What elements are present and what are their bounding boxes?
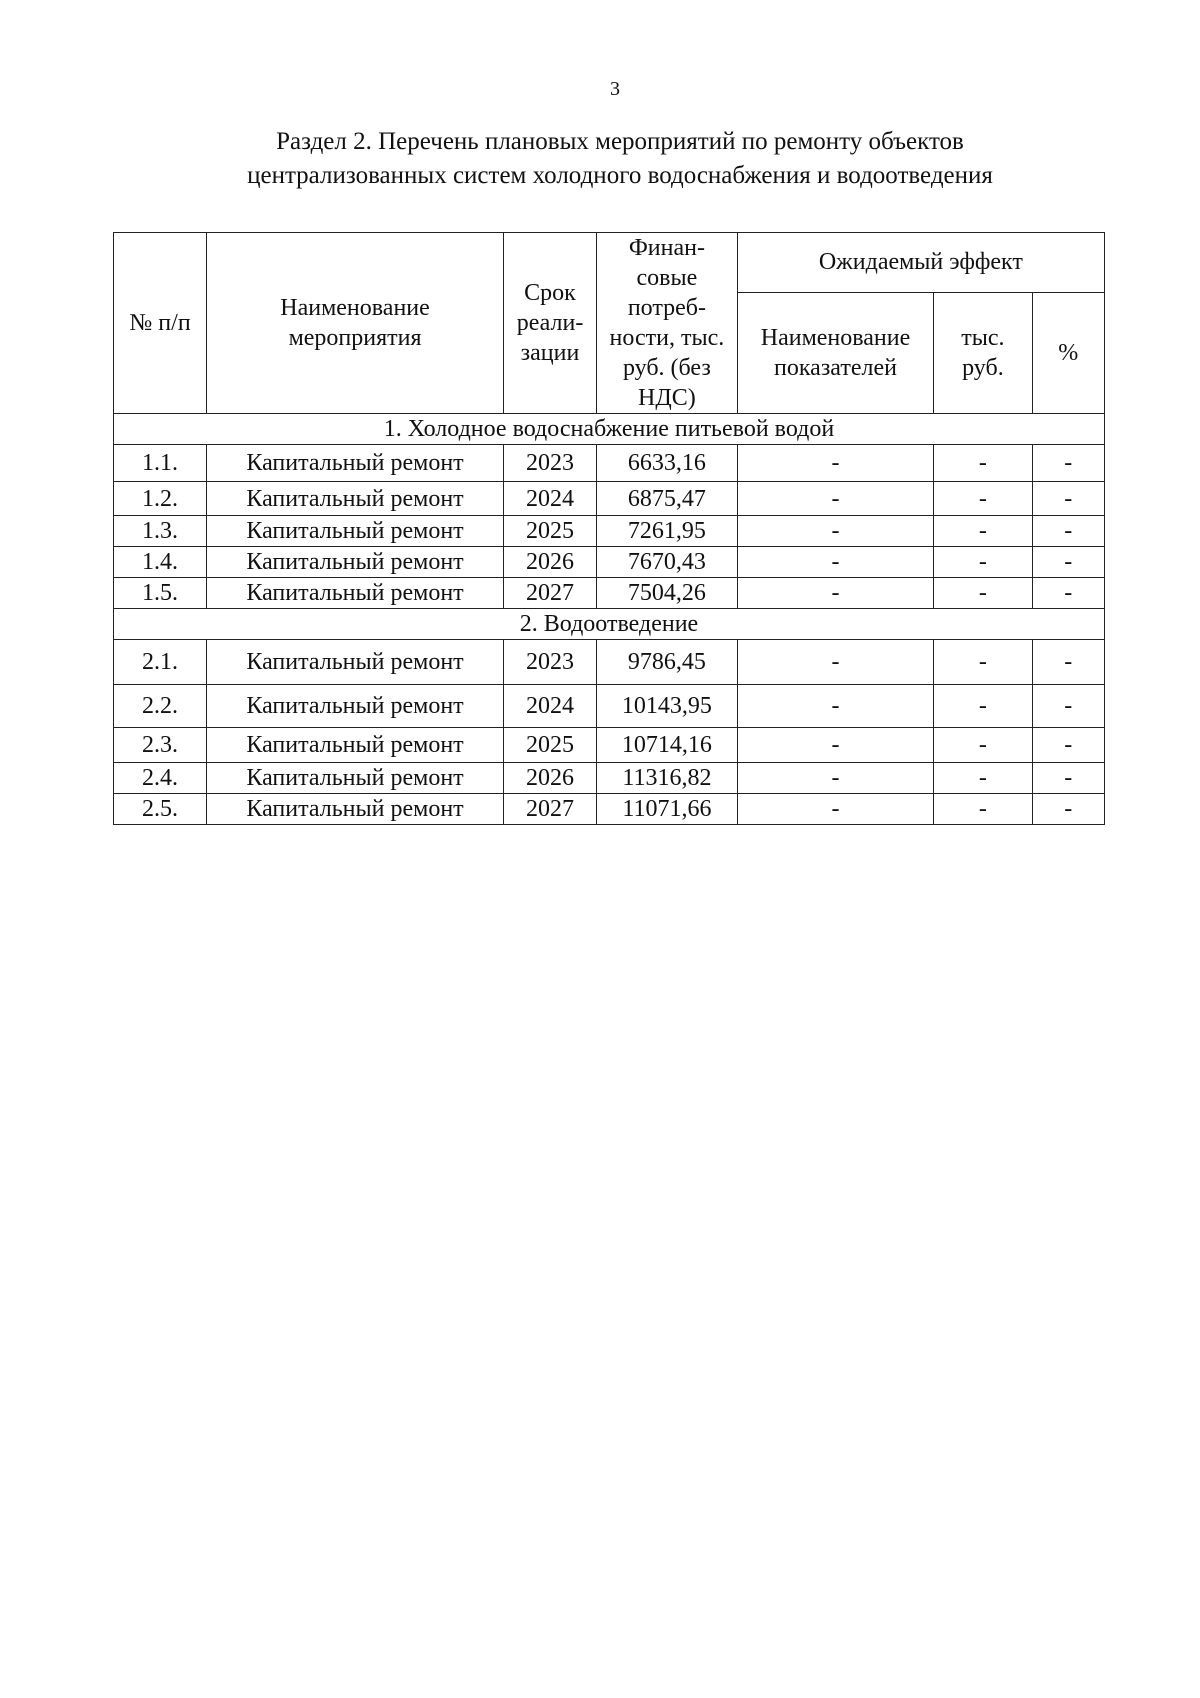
row-finance: 11071,66 <box>597 794 738 825</box>
row-finance: 9786,45 <box>597 640 738 685</box>
row-term: 2025 <box>503 516 596 547</box>
row-term: 2024 <box>503 685 596 728</box>
section-row <box>114 609 1105 640</box>
row-finance: 6633,16 <box>597 445 738 482</box>
row-percent: - <box>1032 547 1104 578</box>
row-indicators: - <box>737 763 934 794</box>
row-percent: - <box>1032 794 1104 825</box>
row-num: 2.1. <box>114 640 207 685</box>
row-term: 2024 <box>503 482 596 516</box>
table-row <box>114 516 1105 547</box>
row-num: 2.5. <box>114 794 207 825</box>
row-finance: 10714,16 <box>597 728 738 763</box>
row-percent: - <box>1032 685 1104 728</box>
header-num: № п/п <box>114 233 207 414</box>
row-num: 1.5. <box>114 578 207 609</box>
row-name: Капитальный ремонт <box>207 445 504 482</box>
row-rub: - <box>934 685 1032 728</box>
row-indicators: - <box>737 547 934 578</box>
row-term: 2027 <box>503 794 596 825</box>
title-line-1: Раздел 2. Перечень плановых мероприятий по ремонту объектов <box>276 128 964 155</box>
row-rub: - <box>934 547 1032 578</box>
row-num: 2.4. <box>114 763 207 794</box>
row-name: Капитальный ремонт <box>207 685 504 728</box>
row-num: 1.4. <box>114 547 207 578</box>
table-row <box>114 482 1105 516</box>
row-indicators: - <box>737 685 934 728</box>
row-percent: - <box>1032 578 1104 609</box>
row-finance: 7261,95 <box>597 516 738 547</box>
row-name: Капитальный ремонт <box>207 728 504 763</box>
row-rub: - <box>934 578 1032 609</box>
page-number: 3 <box>610 78 620 100</box>
row-term: 2026 <box>503 763 596 794</box>
row-percent: - <box>1032 516 1104 547</box>
row-name: Капитальный ремонт <box>207 482 504 516</box>
row-name: Капитальный ремонт <box>207 763 504 794</box>
row-indicators: - <box>737 516 934 547</box>
row-num: 1.2. <box>114 482 207 516</box>
row-indicators: - <box>737 794 934 825</box>
row-rub: - <box>934 445 1032 482</box>
table-row <box>114 640 1105 685</box>
section-title: 2. Водоотведение <box>114 609 1105 640</box>
row-num: 2.3. <box>114 728 207 763</box>
row-rub: - <box>934 728 1032 763</box>
row-percent: - <box>1032 763 1104 794</box>
row-percent: - <box>1032 445 1104 482</box>
row-percent: - <box>1032 482 1104 516</box>
row-finance: 10143,95 <box>597 685 738 728</box>
row-rub: - <box>934 794 1032 825</box>
row-num: 2.2. <box>114 685 207 728</box>
row-indicators: - <box>737 640 934 685</box>
repair-plan-table <box>113 232 1105 825</box>
table-row <box>114 547 1105 578</box>
row-percent: - <box>1032 640 1104 685</box>
table-row <box>114 685 1105 728</box>
row-term: 2027 <box>503 578 596 609</box>
row-name: Капитальный ремонт <box>207 516 504 547</box>
header-rub: тыс. руб. <box>934 292 1032 413</box>
header-indicators: Наименование показателей <box>737 292 934 413</box>
row-name: Капитальный ремонт <box>207 547 504 578</box>
row-term: 2025 <box>503 728 596 763</box>
section-row <box>114 414 1105 445</box>
row-term: 2023 <box>503 445 596 482</box>
table-row <box>114 578 1105 609</box>
header-finance: Финан- совые потреб- ности, тыс. руб. (без НДС) <box>597 233 738 414</box>
header-name: Наименование мероприятия <box>207 233 504 414</box>
header-percent: % <box>1032 292 1104 413</box>
document-title <box>190 125 1050 193</box>
row-indicators: - <box>737 482 934 516</box>
row-finance: 7670,43 <box>597 547 738 578</box>
row-term: 2026 <box>503 547 596 578</box>
table-row <box>114 728 1105 763</box>
row-finance: 11316,82 <box>597 763 738 794</box>
row-name: Капитальный ремонт <box>207 640 504 685</box>
table-row <box>114 794 1105 825</box>
row-rub: - <box>934 763 1032 794</box>
row-name: Капитальный ремонт <box>207 794 504 825</box>
row-name: Капитальный ремонт <box>207 578 504 609</box>
row-rub: - <box>934 482 1032 516</box>
row-indicators: - <box>737 445 934 482</box>
header-term: Срок реали- зации <box>503 233 596 414</box>
row-term: 2023 <box>503 640 596 685</box>
row-num: 1.1. <box>114 445 207 482</box>
row-rub: - <box>934 516 1032 547</box>
title-line-2: централизованных систем холодного водоснабжения и водоотведения <box>247 162 993 189</box>
row-rub: - <box>934 640 1032 685</box>
section-title: 1. Холодное водоснабжение питьевой водой <box>114 414 1105 445</box>
row-finance: 6875,47 <box>597 482 738 516</box>
table-row <box>114 445 1105 482</box>
row-finance: 7504,26 <box>597 578 738 609</box>
row-indicators: - <box>737 578 934 609</box>
row-indicators: - <box>737 728 934 763</box>
header-effect: Ожидаемый эффект <box>737 233 1104 293</box>
row-percent: - <box>1032 728 1104 763</box>
row-num: 1.3. <box>114 516 207 547</box>
table-row <box>114 763 1105 794</box>
